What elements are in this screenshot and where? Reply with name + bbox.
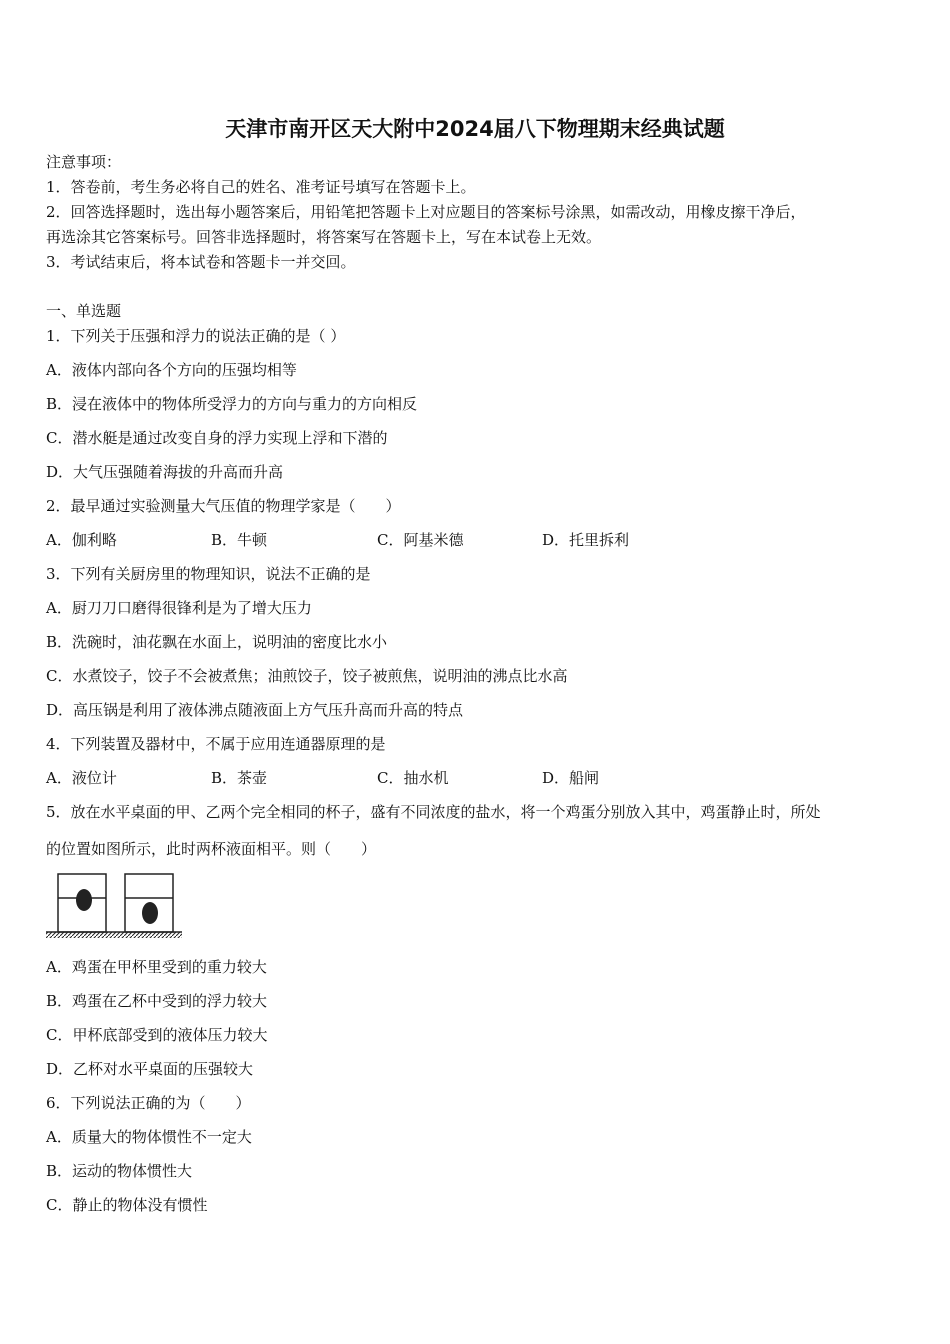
q3-option-d: D．高压锅是利用了液体沸点随液面上方气压升高而升高的特点 [46, 701, 464, 719]
q6-option-a: A．质量大的物体惯性不一定大 [46, 1128, 252, 1146]
q3-option-b: B．洗碗时，油花飘在水面上，说明油的密度比水小 [46, 633, 388, 651]
notice-item-2: 2．回答选择题时，选出每小题答案后，用铅笔把答题卡上对应题目的答案标号涂黑，如需改动，用橡皮擦干净后， [46, 203, 806, 221]
q5-option-d: D．乙杯对水平桌面的压强较大 [46, 1060, 254, 1078]
table-hatch [46, 932, 182, 938]
q2-option-b: B．牛顿 [211, 531, 268, 549]
q5-stem-line2: 的位置如图所示，此时两杯液面相平。则（ ） [46, 840, 377, 858]
q3-option-c: C．水煮饺子，饺子不会被煮焦；油煎饺子，饺子被煎焦，说明油的沸点比水高 [46, 667, 568, 685]
q4-option-c: C．抽水机 [377, 769, 449, 787]
q5-figure-cups [44, 872, 184, 942]
notice-item-1: 1．答卷前，考生务必将自己的姓名、准考证号填写在答题卡上。 [46, 178, 476, 196]
q1-option-d: D．大气压强随着海拔的升高而升高 [46, 463, 284, 481]
q1-stem: 1．下列关于压强和浮力的说法正确的是（ ） [46, 327, 346, 345]
egg-in-cup-yi [142, 902, 158, 924]
notice-heading: 注意事项： [46, 153, 122, 171]
q5-stem-line1: 5．放在水平桌面的甲、乙两个完全相同的杯子，盛有不同浓度的盐水，将一个鸡蛋分别放入其中，鸡蛋静止时，所处 [46, 803, 821, 821]
cup-yi [125, 874, 173, 932]
q5-option-b: B．鸡蛋在乙杯中受到的浮力较大 [46, 992, 268, 1010]
q6-option-b: B．运动的物体惯性大 [46, 1162, 193, 1180]
q2-option-d: D．托里拆利 [542, 531, 630, 549]
q3-option-a: A．厨刀刀口磨得很锋利是为了增大压力 [46, 599, 312, 617]
notice-item-2-cont: 再选涂其它答案标号。回答非选择题时，将答案写在答题卡上，写在本试卷上无效。 [46, 228, 602, 246]
q1-option-a: A．液体内部向各个方向的压强均相等 [46, 361, 297, 379]
q2-option-a: A．伽利略 [46, 531, 117, 549]
q2-stem: 2．最早通过实验测量大气压值的物理学家是（ ） [46, 497, 401, 515]
egg-in-cup-jia [76, 889, 92, 911]
q6-stem: 6．下列说法正确的为（ ） [46, 1094, 251, 1112]
q4-stem: 4．下列装置及器材中，不属于应用连通器原理的是 [46, 735, 386, 753]
q5-option-a: A．鸡蛋在甲杯里受到的重力较大 [46, 958, 267, 976]
notice-item-3: 3．考试结束后，将本试卷和答题卡一并交回。 [46, 253, 356, 271]
q1-option-c: C．潜水艇是通过改变自身的浮力实现上浮和下潜的 [46, 429, 388, 447]
section-heading: 一、单选题 [46, 302, 122, 320]
page-title: 天津市南开区天大附中2024届八下物理期末经典试题 [225, 117, 725, 141]
q5-option-c: C．甲杯底部受到的液体压力较大 [46, 1026, 268, 1044]
q4-option-a: A．液位计 [46, 769, 117, 787]
q6-option-c: C．静止的物体没有惯性 [46, 1196, 208, 1214]
cups-diagram [44, 872, 184, 942]
cup-jia [58, 874, 106, 932]
q1-option-b: B．浸在液体中的物体所受浮力的方向与重力的方向相反 [46, 395, 418, 413]
q4-option-b: B．茶壶 [211, 769, 268, 787]
q4-option-d: D．船闸 [542, 769, 600, 787]
q2-option-c: C．阿基米德 [377, 531, 464, 549]
q3-stem: 3．下列有关厨房里的物理知识，说法不正确的是 [46, 565, 371, 583]
